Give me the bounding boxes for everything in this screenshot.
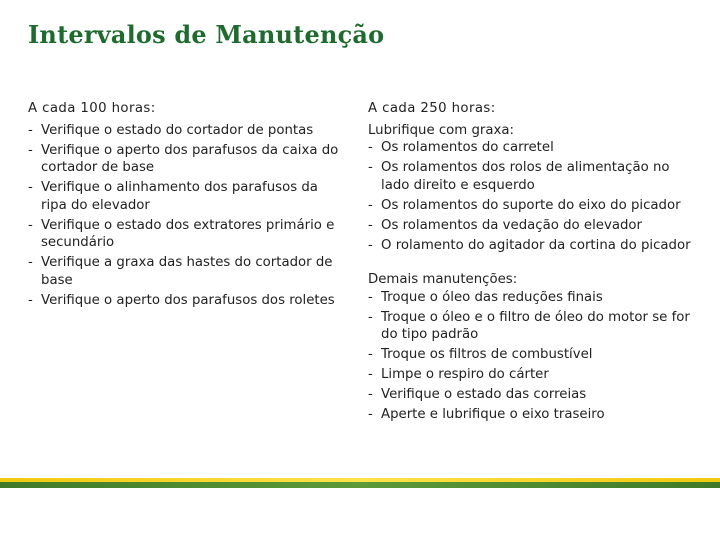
list-item: - Troque o óleo e o filtro de óleo do motor se for do tipo padrão	[368, 309, 698, 344]
list-item: - Verifique o aperto dos parafusos da caixa do cortador de base	[28, 142, 346, 177]
list-item: - Verifique o alinhamento dos parafusos da ripa do elevador	[28, 179, 346, 214]
list-item: - Verifique o estado do cortador de pontas	[28, 122, 346, 140]
list-item: - Os rolamentos do carretel	[368, 139, 698, 157]
left-list	[28, 122, 346, 310]
list-item: - Verifique a graxa das hastes do cortador de base	[28, 254, 346, 289]
right-heading: A cada 250 horas:	[368, 101, 496, 116]
list-item: - Os rolamentos do suporte do eixo do picador	[368, 197, 698, 215]
other-list	[368, 289, 698, 424]
list-item: - Limpe o respiro do cárter	[368, 366, 698, 384]
list-item: - Verifique o aperto dos parafusos dos roletes	[28, 292, 346, 310]
list-item: - O rolamento do agitador da cortina do picador	[368, 237, 698, 255]
list-item: - Verifique o estado das correias	[368, 386, 698, 404]
page-title: Intervalos de Manutenção	[28, 20, 385, 49]
left-column	[28, 100, 346, 312]
list-item: - Troque os filtros de combustível	[368, 346, 698, 364]
right-intro: Lubrifique com graxa:	[368, 122, 515, 138]
other-heading: Demais manutenções:	[368, 272, 518, 287]
list-item: - Os rolamentos da vedação do elevador	[368, 217, 698, 235]
footer-stripe	[0, 478, 720, 488]
footer-stripe-green	[0, 482, 720, 488]
list-item: - Troque o óleo das reduções finais	[368, 289, 698, 307]
list-item: - Os rolamentos dos rolos de alimentação no lado direito e esquerdo	[368, 159, 698, 194]
list-item: - Verifique o estado dos extratores primário e secundário	[28, 217, 346, 252]
list-item: - Aperte e lubrifique o eixo traseiro	[368, 406, 698, 424]
left-heading: A cada 100 horas:	[28, 101, 156, 116]
right-list	[368, 139, 698, 254]
right-column	[368, 100, 698, 426]
